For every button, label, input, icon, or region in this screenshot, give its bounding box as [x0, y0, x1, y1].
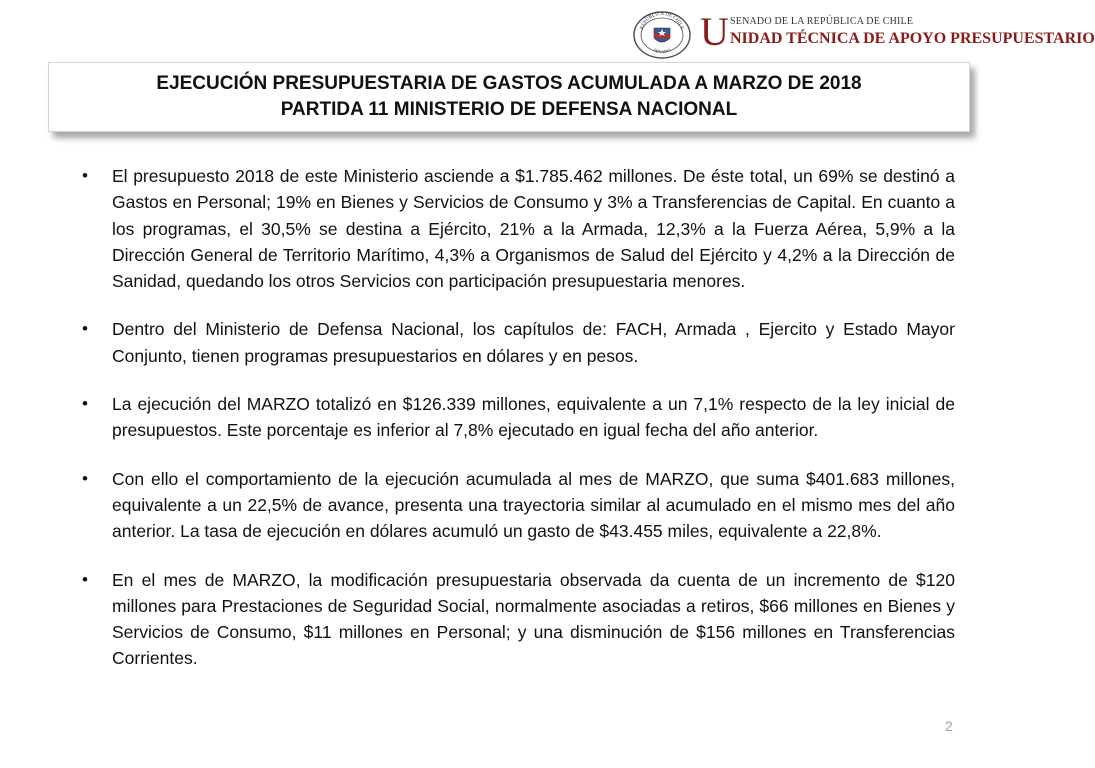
bullet-text: En el mes de MARZO, la modificación presupuestaria observada da cuenta de un incremento de $120 millones para Prestaciones de Seguridad Social, normalmente asociadas a retiros, $66 millones en Bienes y Servicios de Consumo, $11 millones en Personal; y una disminución de $156 millones en Transferencias Corrientes.	[112, 569, 955, 669]
bullet-icon: •	[82, 569, 88, 589]
seal-text-bottom: SENADO	[652, 47, 672, 55]
bullet-icon: •	[82, 319, 88, 339]
unit-brand-logo	[700, 9, 1095, 54]
bullet-text: El presupuesto 2018 de este Ministerio asciende a $1.785.462 millones. De éste total, un 69% se destinó a Gastos en Personal; 19% en Bienes y Servicios de Consumo y 3% a Transferencias de Capital. En cuanto a los programas, el 30,5% se destina a Ejército, 21% a la Armada, 12,3% a la Fuerza Aérea, 5,9% a la Dirección General de Territorio Marítimo, 4,3% a Organismos de Salud del Ejército y 4,2% a la Dirección de Sanidad, quedando los otros Servicios con participación presupuestaria menores.	[112, 166, 955, 292]
brand-unit-text: NIDAD TÉCNICA DE APOYO PRESUPUESTARIO	[730, 30, 1095, 47]
bullet-icon: •	[82, 468, 88, 488]
bullet-text: Dentro del Ministerio de Defensa Nacional, los capítulos de: FACH, Armada , Ejercito y Estado Mayor Conjunto, tienen programas presupuestarios en dólares y en pesos.	[112, 319, 955, 366]
bullet-icon: •	[82, 166, 88, 185]
title-line-2: PARTIDA 11 MINISTERIO DE DEFENSA NACIONAL	[280, 99, 738, 120]
bullet-item-currency	[82, 316, 955, 369]
title-box	[48, 62, 970, 132]
bullet-text: La ejecución del MARZO totalizó en $126.339 millones, equivalente a un 7,1% respecto de la ley inicial de presupuestos. Este porcentaje es inferior al 7,8% ejecutado en igual fecha del año anterior.	[112, 394, 955, 441]
title-line-1: EJECUCIÓN PRESUPUESTARIA DE GASTOS ACUMULADA A MARZO DE 2018	[156, 73, 862, 94]
brand-initial: U	[700, 9, 729, 54]
seal-text-top: REPÚBLICA DE CHILE	[639, 11, 685, 31]
bullet-icon: •	[82, 394, 88, 414]
bullet-item-accumulated	[82, 466, 955, 545]
page-number: 2	[945, 718, 953, 734]
bullet-item-modification	[82, 567, 955, 672]
bullet-item-march-execution	[82, 391, 955, 444]
senate-seal-logo	[632, 10, 692, 60]
brand-senate-text: SENADO DE LA REPÚBLICA DE CHILE	[730, 16, 914, 27]
bullet-text: Con ello el comportamiento de la ejecución acumulada al mes de MARZO, que suma $401.683 millones, equivalente a un 22,5% de avance, presenta una trayectoria similar al acumulado en el mismo mes del año anterior. La tasa de ejecución en dólares acumuló un gasto de $43.455 miles, equivalente a 22,8%.	[112, 468, 955, 542]
bullet-list	[82, 163, 955, 672]
bullet-item-budget	[82, 163, 955, 294]
